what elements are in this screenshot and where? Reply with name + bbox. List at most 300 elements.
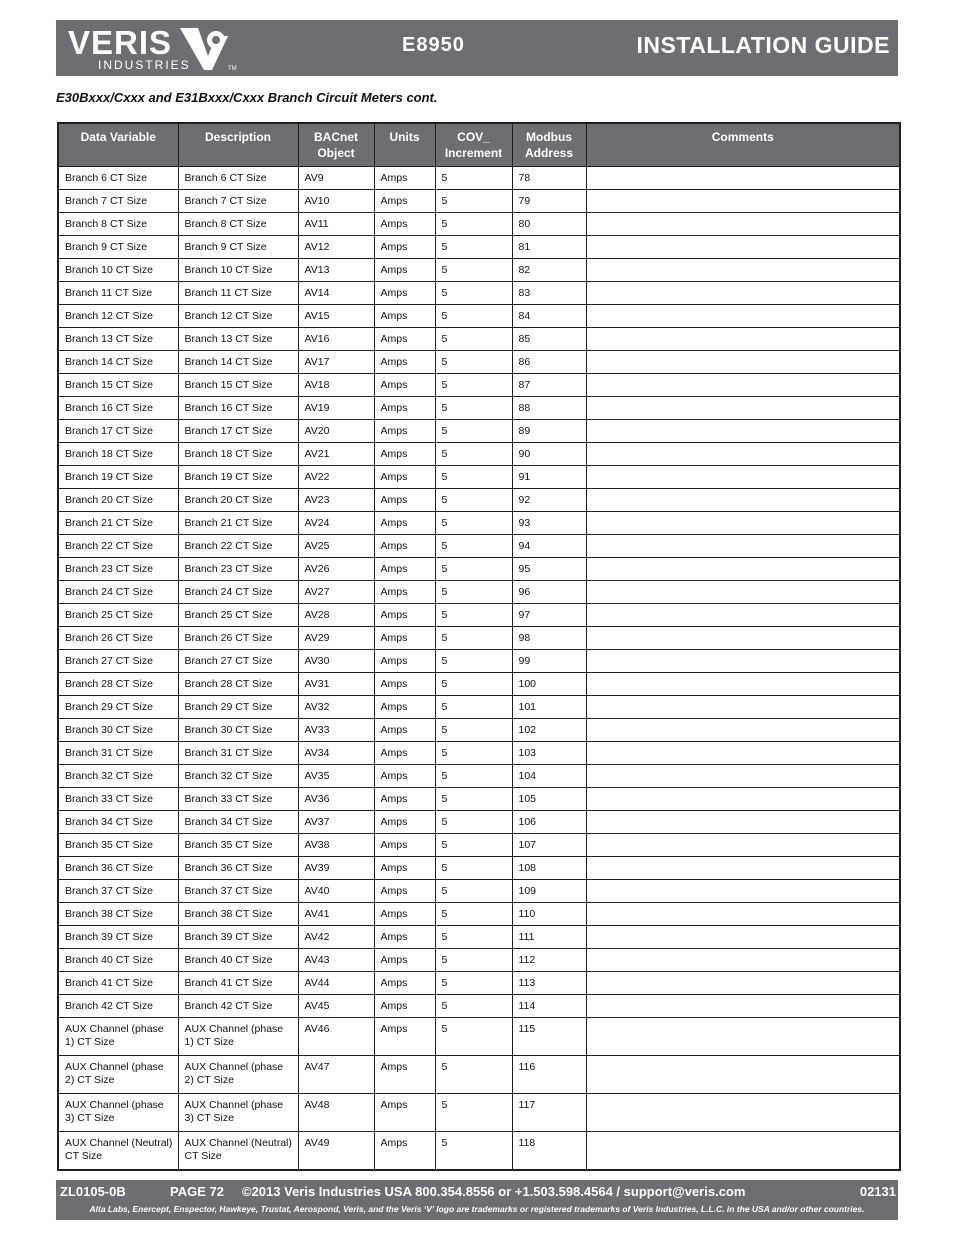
comments-cell bbox=[586, 1056, 900, 1094]
bacnet-object-cell: AV10 bbox=[298, 190, 374, 213]
data-variable-cell: Branch 14 CT Size bbox=[58, 351, 178, 374]
column-header-label: BACnet bbox=[314, 130, 358, 144]
cov-increment-cell: 5 bbox=[435, 1056, 512, 1094]
description-cell: Branch 11 CT Size bbox=[178, 282, 298, 305]
data-variable-cell: Branch 32 CT Size bbox=[58, 765, 178, 788]
data-variable-cell: Branch 29 CT Size bbox=[58, 696, 178, 719]
bacnet-object-cell: AV40 bbox=[298, 880, 374, 903]
description-cell: AUX Channel (phase 2) CT Size bbox=[178, 1056, 298, 1094]
data-variable-cell: Branch 33 CT Size bbox=[58, 788, 178, 811]
modbus-address-cell: 99 bbox=[512, 650, 586, 673]
cov-increment-cell: 5 bbox=[435, 995, 512, 1018]
comments-cell bbox=[586, 742, 900, 765]
modbus-address-cell: 82 bbox=[512, 259, 586, 282]
cov-increment-cell: 5 bbox=[435, 811, 512, 834]
cov-increment-cell: 5 bbox=[435, 167, 512, 190]
description-cell: Branch 22 CT Size bbox=[178, 535, 298, 558]
bacnet-variable-table bbox=[57, 122, 901, 1171]
bacnet-object-cell: AV34 bbox=[298, 742, 374, 765]
data-variable-cell: Branch 27 CT Size bbox=[58, 650, 178, 673]
units-cell: Amps bbox=[374, 1018, 435, 1056]
comments-cell bbox=[586, 719, 900, 742]
cov-increment-cell: 5 bbox=[435, 1132, 512, 1171]
bacnet-object-cell: AV31 bbox=[298, 673, 374, 696]
veris-logo bbox=[68, 26, 248, 74]
bacnet-object-cell: AV20 bbox=[298, 420, 374, 443]
bacnet-object-cell: AV16 bbox=[298, 328, 374, 351]
units-cell: Amps bbox=[374, 351, 435, 374]
comments-cell bbox=[586, 926, 900, 949]
units-cell: Amps bbox=[374, 190, 435, 213]
bacnet-object-cell: AV13 bbox=[298, 259, 374, 282]
bacnet-object-cell: AV26 bbox=[298, 558, 374, 581]
cov-increment-cell: 5 bbox=[435, 190, 512, 213]
bacnet-object-cell: AV38 bbox=[298, 834, 374, 857]
data-variable-cell: Branch 25 CT Size bbox=[58, 604, 178, 627]
table-row bbox=[58, 742, 900, 765]
data-variable-cell: AUX Channel (phase 2) CT Size bbox=[58, 1056, 178, 1094]
cov-increment-cell: 5 bbox=[435, 305, 512, 328]
column-header-label: Object bbox=[317, 146, 355, 160]
data-variable-cell: Branch 35 CT Size bbox=[58, 834, 178, 857]
modbus-address-cell: 90 bbox=[512, 443, 586, 466]
units-cell: Amps bbox=[374, 811, 435, 834]
cov-increment-cell: 5 bbox=[435, 604, 512, 627]
description-cell: Branch 20 CT Size bbox=[178, 489, 298, 512]
bacnet-object-cell: AV14 bbox=[298, 282, 374, 305]
bacnet-object-cell: AV23 bbox=[298, 489, 374, 512]
comments-cell bbox=[586, 673, 900, 696]
cov-increment-cell: 5 bbox=[435, 949, 512, 972]
units-cell: Amps bbox=[374, 972, 435, 995]
table-row bbox=[58, 926, 900, 949]
table-row bbox=[58, 995, 900, 1018]
modbus-address-cell: 89 bbox=[512, 420, 586, 443]
table-row bbox=[58, 696, 900, 719]
bacnet-object-cell: AV39 bbox=[298, 857, 374, 880]
table-row bbox=[58, 167, 900, 190]
modbus-address-cell: 97 bbox=[512, 604, 586, 627]
data-variable-cell: Branch 28 CT Size bbox=[58, 673, 178, 696]
cov-increment-cell: 5 bbox=[435, 443, 512, 466]
units-cell: Amps bbox=[374, 765, 435, 788]
description-cell: Branch 13 CT Size bbox=[178, 328, 298, 351]
data-variable-cell: Branch 16 CT Size bbox=[58, 397, 178, 420]
comments-cell bbox=[586, 259, 900, 282]
cov-increment-cell: 5 bbox=[435, 581, 512, 604]
units-cell: Amps bbox=[374, 1132, 435, 1171]
data-variable-cell: Branch 34 CT Size bbox=[58, 811, 178, 834]
comments-cell bbox=[586, 351, 900, 374]
table-row bbox=[58, 397, 900, 420]
cov-increment-cell: 5 bbox=[435, 351, 512, 374]
modbus-address-cell: 104 bbox=[512, 765, 586, 788]
cov-increment-cell: 5 bbox=[435, 788, 512, 811]
comments-cell bbox=[586, 581, 900, 604]
column-header bbox=[512, 123, 586, 167]
table-row bbox=[58, 604, 900, 627]
description-cell: Branch 29 CT Size bbox=[178, 696, 298, 719]
comments-cell bbox=[586, 765, 900, 788]
section-subtitle: E30Bxxx/Cxxx and E31Bxxx/Cxxx Branch Circuit Meters cont. bbox=[56, 90, 438, 105]
column-header-label: Data Variable bbox=[80, 130, 156, 144]
units-cell: Amps bbox=[374, 1056, 435, 1094]
bacnet-object-cell: AV37 bbox=[298, 811, 374, 834]
modbus-address-cell: 95 bbox=[512, 558, 586, 581]
units-cell: Amps bbox=[374, 1094, 435, 1132]
comments-cell bbox=[586, 420, 900, 443]
cov-increment-cell: 5 bbox=[435, 719, 512, 742]
modbus-address-cell: 116 bbox=[512, 1056, 586, 1094]
description-cell: Branch 8 CT Size bbox=[178, 213, 298, 236]
cov-increment-cell: 5 bbox=[435, 374, 512, 397]
cov-increment-cell: 5 bbox=[435, 627, 512, 650]
table-row bbox=[58, 466, 900, 489]
column-header-label: Increment bbox=[444, 146, 503, 160]
modbus-address-cell: 107 bbox=[512, 834, 586, 857]
modbus-address-cell: 86 bbox=[512, 351, 586, 374]
table-row bbox=[58, 443, 900, 466]
description-cell: Branch 32 CT Size bbox=[178, 765, 298, 788]
units-cell: Amps bbox=[374, 903, 435, 926]
bacnet-object-cell: AV42 bbox=[298, 926, 374, 949]
units-cell: Amps bbox=[374, 236, 435, 259]
modbus-address-cell: 79 bbox=[512, 190, 586, 213]
cov-increment-cell: 5 bbox=[435, 420, 512, 443]
cov-increment-cell: 5 bbox=[435, 489, 512, 512]
units-cell: Amps bbox=[374, 558, 435, 581]
description-cell: AUX Channel (Neutral) CT Size bbox=[178, 1132, 298, 1171]
table-row bbox=[58, 1094, 900, 1132]
modbus-address-cell: 100 bbox=[512, 673, 586, 696]
trademark-notice: Alta Labs, Enercept, Enspector, Hawkeye, Trustat, Aerospond, Veris, and the Veris ‘V’ logo are trademarks or registered trademarks of Veris Industries, L.L.C. in the USA and/or other countries. bbox=[89, 1204, 865, 1214]
modbus-address-cell: 101 bbox=[512, 696, 586, 719]
column-header bbox=[374, 123, 435, 167]
table-row bbox=[58, 328, 900, 351]
cov-increment-cell: 5 bbox=[435, 213, 512, 236]
modbus-address-cell: 98 bbox=[512, 627, 586, 650]
column-header-label: COV_ bbox=[457, 130, 490, 144]
bacnet-object-cell: AV25 bbox=[298, 535, 374, 558]
column-header-label: Description bbox=[204, 130, 271, 144]
description-cell: Branch 42 CT Size bbox=[178, 995, 298, 1018]
bacnet-object-cell: AV11 bbox=[298, 213, 374, 236]
comments-cell bbox=[586, 995, 900, 1018]
modbus-address-cell: 81 bbox=[512, 236, 586, 259]
units-cell: Amps bbox=[374, 834, 435, 857]
cov-increment-cell: 5 bbox=[435, 903, 512, 926]
description-cell: Branch 23 CT Size bbox=[178, 558, 298, 581]
units-cell: Amps bbox=[374, 627, 435, 650]
description-cell: Branch 40 CT Size bbox=[178, 949, 298, 972]
modbus-address-cell: 78 bbox=[512, 167, 586, 190]
bacnet-object-cell: AV21 bbox=[298, 443, 374, 466]
description-cell: Branch 30 CT Size bbox=[178, 719, 298, 742]
table-row bbox=[58, 949, 900, 972]
bacnet-object-cell: AV27 bbox=[298, 581, 374, 604]
trademark-symbol: TM bbox=[228, 66, 237, 72]
description-cell: Branch 16 CT Size bbox=[178, 397, 298, 420]
bacnet-object-cell: AV44 bbox=[298, 972, 374, 995]
comments-cell bbox=[586, 512, 900, 535]
date-code: 02131 bbox=[859, 1184, 896, 1199]
cov-increment-cell: 5 bbox=[435, 282, 512, 305]
units-cell: Amps bbox=[374, 512, 435, 535]
description-cell: Branch 12 CT Size bbox=[178, 305, 298, 328]
modbus-address-cell: 114 bbox=[512, 995, 586, 1018]
table-row bbox=[58, 972, 900, 995]
bacnet-object-cell: AV35 bbox=[298, 765, 374, 788]
cov-increment-cell: 5 bbox=[435, 926, 512, 949]
bacnet-object-cell: AV47 bbox=[298, 1056, 374, 1094]
column-header bbox=[435, 123, 512, 167]
units-cell: Amps bbox=[374, 213, 435, 236]
table-row bbox=[58, 512, 900, 535]
description-cell: Branch 6 CT Size bbox=[178, 167, 298, 190]
bacnet-object-cell: AV32 bbox=[298, 696, 374, 719]
data-variable-cell: Branch 20 CT Size bbox=[58, 489, 178, 512]
data-variable-cell: Branch 11 CT Size bbox=[58, 282, 178, 305]
description-cell: Branch 35 CT Size bbox=[178, 834, 298, 857]
bacnet-object-cell: AV49 bbox=[298, 1132, 374, 1171]
table-row bbox=[58, 558, 900, 581]
modbus-address-cell: 118 bbox=[512, 1132, 586, 1171]
description-cell: Branch 7 CT Size bbox=[178, 190, 298, 213]
document-title: INSTALLATION GUIDE bbox=[636, 32, 890, 58]
comments-cell bbox=[586, 696, 900, 719]
units-cell: Amps bbox=[374, 374, 435, 397]
comments-cell bbox=[586, 627, 900, 650]
units-cell: Amps bbox=[374, 788, 435, 811]
cov-increment-cell: 5 bbox=[435, 466, 512, 489]
cov-increment-cell: 5 bbox=[435, 512, 512, 535]
description-cell: Branch 31 CT Size bbox=[178, 742, 298, 765]
modbus-address-cell: 92 bbox=[512, 489, 586, 512]
units-cell: Amps bbox=[374, 995, 435, 1018]
units-cell: Amps bbox=[374, 857, 435, 880]
units-cell: Amps bbox=[374, 926, 435, 949]
bacnet-object-cell: AV33 bbox=[298, 719, 374, 742]
column-header-label: Units bbox=[389, 130, 420, 144]
cov-increment-cell: 5 bbox=[435, 765, 512, 788]
column-header bbox=[586, 123, 900, 167]
cov-increment-cell: 5 bbox=[435, 397, 512, 420]
description-cell: Branch 9 CT Size bbox=[178, 236, 298, 259]
column-header-label: Comments bbox=[711, 130, 774, 144]
comments-cell bbox=[586, 558, 900, 581]
units-cell: Amps bbox=[374, 305, 435, 328]
units-cell: Amps bbox=[374, 719, 435, 742]
modbus-address-cell: 106 bbox=[512, 811, 586, 834]
description-cell: Branch 34 CT Size bbox=[178, 811, 298, 834]
units-cell: Amps bbox=[374, 742, 435, 765]
bacnet-object-cell: AV45 bbox=[298, 995, 374, 1018]
bacnet-object-cell: AV17 bbox=[298, 351, 374, 374]
modbus-address-cell: 105 bbox=[512, 788, 586, 811]
cov-increment-cell: 5 bbox=[435, 236, 512, 259]
data-variable-cell: Branch 39 CT Size bbox=[58, 926, 178, 949]
units-cell: Amps bbox=[374, 535, 435, 558]
data-variable-cell: Branch 37 CT Size bbox=[58, 880, 178, 903]
bacnet-object-cell: AV24 bbox=[298, 512, 374, 535]
description-cell: Branch 38 CT Size bbox=[178, 903, 298, 926]
data-variable-cell: Branch 17 CT Size bbox=[58, 420, 178, 443]
modbus-address-cell: 85 bbox=[512, 328, 586, 351]
bacnet-object-cell: AV28 bbox=[298, 604, 374, 627]
bacnet-object-cell: AV15 bbox=[298, 305, 374, 328]
table-row bbox=[58, 1056, 900, 1094]
data-variable-cell: Branch 24 CT Size bbox=[58, 581, 178, 604]
description-cell: Branch 41 CT Size bbox=[178, 972, 298, 995]
modbus-address-cell: 112 bbox=[512, 949, 586, 972]
bacnet-object-cell: AV41 bbox=[298, 903, 374, 926]
description-cell: Branch 19 CT Size bbox=[178, 466, 298, 489]
description-cell: Branch 37 CT Size bbox=[178, 880, 298, 903]
cov-increment-cell: 5 bbox=[435, 1018, 512, 1056]
modbus-address-cell: 110 bbox=[512, 903, 586, 926]
data-variable-cell: Branch 41 CT Size bbox=[58, 972, 178, 995]
data-variable-cell: Branch 19 CT Size bbox=[58, 466, 178, 489]
data-variable-cell: AUX Channel (Neutral) CT Size bbox=[58, 1132, 178, 1171]
data-variable-cell: Branch 22 CT Size bbox=[58, 535, 178, 558]
description-cell: Branch 24 CT Size bbox=[178, 581, 298, 604]
table-row bbox=[58, 305, 900, 328]
data-variable-cell: Branch 9 CT Size bbox=[58, 236, 178, 259]
comments-cell bbox=[586, 834, 900, 857]
comments-cell bbox=[586, 1018, 900, 1056]
modbus-address-cell: 93 bbox=[512, 512, 586, 535]
cov-increment-cell: 5 bbox=[435, 259, 512, 282]
data-variable-cell: Branch 13 CT Size bbox=[58, 328, 178, 351]
data-variable-cell: AUX Channel (phase 1) CT Size bbox=[58, 1018, 178, 1056]
units-cell: Amps bbox=[374, 259, 435, 282]
bacnet-object-cell: AV43 bbox=[298, 949, 374, 972]
table-row bbox=[58, 765, 900, 788]
table-body bbox=[58, 167, 900, 1171]
bacnet-object-cell: AV48 bbox=[298, 1094, 374, 1132]
data-variable-cell: Branch 8 CT Size bbox=[58, 213, 178, 236]
bacnet-object-cell: AV46 bbox=[298, 1018, 374, 1056]
cov-increment-cell: 5 bbox=[435, 834, 512, 857]
column-header-label: Modbus bbox=[526, 130, 572, 144]
table-row bbox=[58, 282, 900, 305]
modbus-address-cell: 108 bbox=[512, 857, 586, 880]
column-header bbox=[58, 123, 178, 167]
comments-cell bbox=[586, 328, 900, 351]
description-cell: Branch 36 CT Size bbox=[178, 857, 298, 880]
data-variable-cell: Branch 21 CT Size bbox=[58, 512, 178, 535]
model-number: E8950 bbox=[402, 34, 465, 56]
cov-increment-cell: 5 bbox=[435, 742, 512, 765]
page-number: PAGE 72 bbox=[170, 1184, 224, 1199]
modbus-address-cell: 103 bbox=[512, 742, 586, 765]
data-variable-cell: AUX Channel (phase 3) CT Size bbox=[58, 1094, 178, 1132]
description-cell: Branch 10 CT Size bbox=[178, 259, 298, 282]
units-cell: Amps bbox=[374, 443, 435, 466]
table-row bbox=[58, 903, 900, 926]
header-bar bbox=[56, 20, 898, 76]
table-row bbox=[58, 190, 900, 213]
comments-cell bbox=[586, 949, 900, 972]
table-row bbox=[58, 489, 900, 512]
table-row bbox=[58, 880, 900, 903]
units-cell: Amps bbox=[374, 167, 435, 190]
data-variable-cell: Branch 30 CT Size bbox=[58, 719, 178, 742]
comments-cell bbox=[586, 788, 900, 811]
data-variable-cell: Branch 12 CT Size bbox=[58, 305, 178, 328]
modbus-address-cell: 117 bbox=[512, 1094, 586, 1132]
description-cell: Branch 21 CT Size bbox=[178, 512, 298, 535]
description-cell: Branch 17 CT Size bbox=[178, 420, 298, 443]
description-cell: Branch 18 CT Size bbox=[178, 443, 298, 466]
comments-cell bbox=[586, 466, 900, 489]
column-header bbox=[298, 123, 374, 167]
data-variable-cell: Branch 42 CT Size bbox=[58, 995, 178, 1018]
data-variable-cell: Branch 15 CT Size bbox=[58, 374, 178, 397]
comments-cell bbox=[586, 1094, 900, 1132]
data-variable-cell: Branch 10 CT Size bbox=[58, 259, 178, 282]
units-cell: Amps bbox=[374, 880, 435, 903]
table-row bbox=[58, 1018, 900, 1056]
comments-cell bbox=[586, 305, 900, 328]
comments-cell bbox=[586, 236, 900, 259]
comments-cell bbox=[586, 903, 900, 926]
modbus-address-cell: 94 bbox=[512, 535, 586, 558]
data-variable-cell: Branch 6 CT Size bbox=[58, 167, 178, 190]
data-variable-cell: Branch 36 CT Size bbox=[58, 857, 178, 880]
table-row bbox=[58, 581, 900, 604]
comments-cell bbox=[586, 650, 900, 673]
bacnet-object-cell: AV19 bbox=[298, 397, 374, 420]
comments-cell bbox=[586, 857, 900, 880]
units-cell: Amps bbox=[374, 328, 435, 351]
table-row bbox=[58, 811, 900, 834]
table-row bbox=[58, 719, 900, 742]
table-row bbox=[58, 834, 900, 857]
table-row bbox=[58, 236, 900, 259]
cov-increment-cell: 5 bbox=[435, 857, 512, 880]
comments-cell bbox=[586, 811, 900, 834]
modbus-address-cell: 113 bbox=[512, 972, 586, 995]
table-row bbox=[58, 1132, 900, 1171]
modbus-address-cell: 111 bbox=[512, 926, 586, 949]
data-variable-cell: Branch 38 CT Size bbox=[58, 903, 178, 926]
data-variable-cell: Branch 7 CT Size bbox=[58, 190, 178, 213]
document-number: ZL0105-0B bbox=[60, 1184, 126, 1199]
bacnet-object-cell: AV12 bbox=[298, 236, 374, 259]
table-row bbox=[58, 673, 900, 696]
cov-increment-cell: 5 bbox=[435, 558, 512, 581]
logo-subtext: INDUSTRIES bbox=[98, 58, 191, 72]
modbus-address-cell: 83 bbox=[512, 282, 586, 305]
table-row bbox=[58, 420, 900, 443]
comments-cell bbox=[586, 489, 900, 512]
units-cell: Amps bbox=[374, 650, 435, 673]
comments-cell bbox=[586, 972, 900, 995]
units-cell: Amps bbox=[374, 604, 435, 627]
comments-cell bbox=[586, 374, 900, 397]
modbus-address-cell: 91 bbox=[512, 466, 586, 489]
units-cell: Amps bbox=[374, 420, 435, 443]
description-cell: Branch 15 CT Size bbox=[178, 374, 298, 397]
cov-increment-cell: 5 bbox=[435, 972, 512, 995]
cov-increment-cell: 5 bbox=[435, 328, 512, 351]
logo-wordmark: VERIS bbox=[68, 24, 173, 61]
units-cell: Amps bbox=[374, 696, 435, 719]
table-row bbox=[58, 374, 900, 397]
table-row bbox=[58, 788, 900, 811]
table-row bbox=[58, 857, 900, 880]
